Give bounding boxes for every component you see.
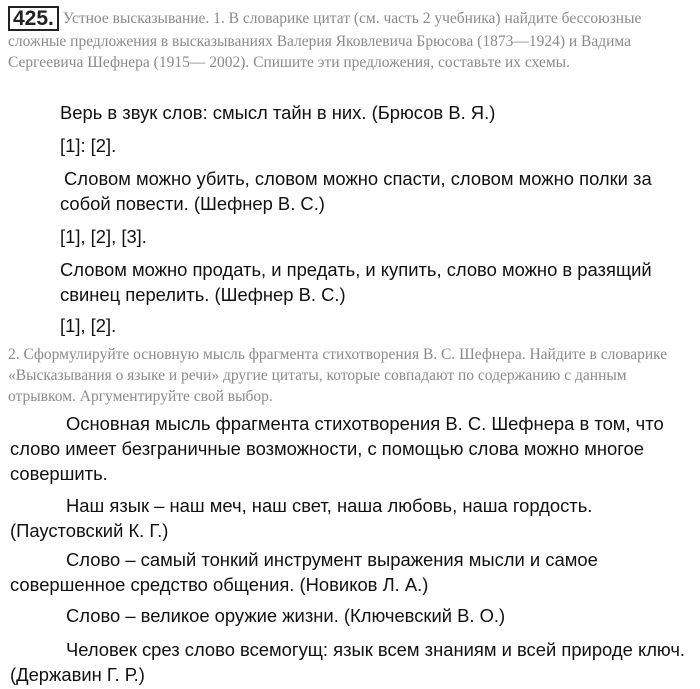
scheme-1: [1]: [2]. [60, 135, 117, 156]
task-1-text: Устное высказывание. 1. В словарике цитат (см. часть 2 учебника) найдите бессоюзные сложные предложения в высказываниях Валерия Яковлевича Брюсова (1873—1924) и Вадима Сергеевича Шефнера (1915— 2002). Спишите эти предложения, составьте их схемы. [8, 10, 642, 71]
scheme-2: [1], [2], [3]. [60, 226, 147, 247]
citation-novikov: Слово – самый тонкий инструмент выражения мысли и самое совершенное средство общения. (Новиков Л. А.) [10, 549, 598, 595]
quote-shefner-1: Словом можно убить, словом можно спасти, словом можно полки за собой повести. (Шефнер В. С.) [60, 168, 652, 214]
citation-paustovsky: Наш язык – наш меч, наш свет, наша любовь, наша гордость. (Паустовский К. Г.) [10, 495, 593, 541]
citation-klyuchevsky: Слово – великое оружие жизни. (Ключевский В. О.) [66, 605, 506, 626]
task-1 [8, 6, 694, 73]
quote-bryusov: Верь в звук слов: смысл тайн в них. (Брюсов В. Я.) [60, 102, 496, 123]
main-idea: Основная мысль фрагмента стихотворения В. С. Шефнера в том, что слово имеет безграничные возможности, с помощью слова можно многое совершить. [10, 413, 664, 484]
task-2-text: 2. Сформулируйте основную мысль фрагмента стихотворения В. С. Шефнера. Найдите в словарике «Высказывания о языке и речи» другие цитаты, которые совпадают по содержанию с данным отрывком. Аргументируйте свой выбор. [8, 346, 668, 405]
scheme-3: [1], [2]. [60, 315, 117, 336]
quote-shefner-2: Словом можно продать, и предать, и купить, слово можно в разящий свинец перелить. (Шефнер В. С.) [60, 259, 652, 305]
exercise-number: 425. [8, 6, 59, 31]
citation-derzhavin: Человек срез слово всемогущ: язык всем знаниям и всей природе ключ. (Державин Г. Р.) [10, 639, 686, 685]
